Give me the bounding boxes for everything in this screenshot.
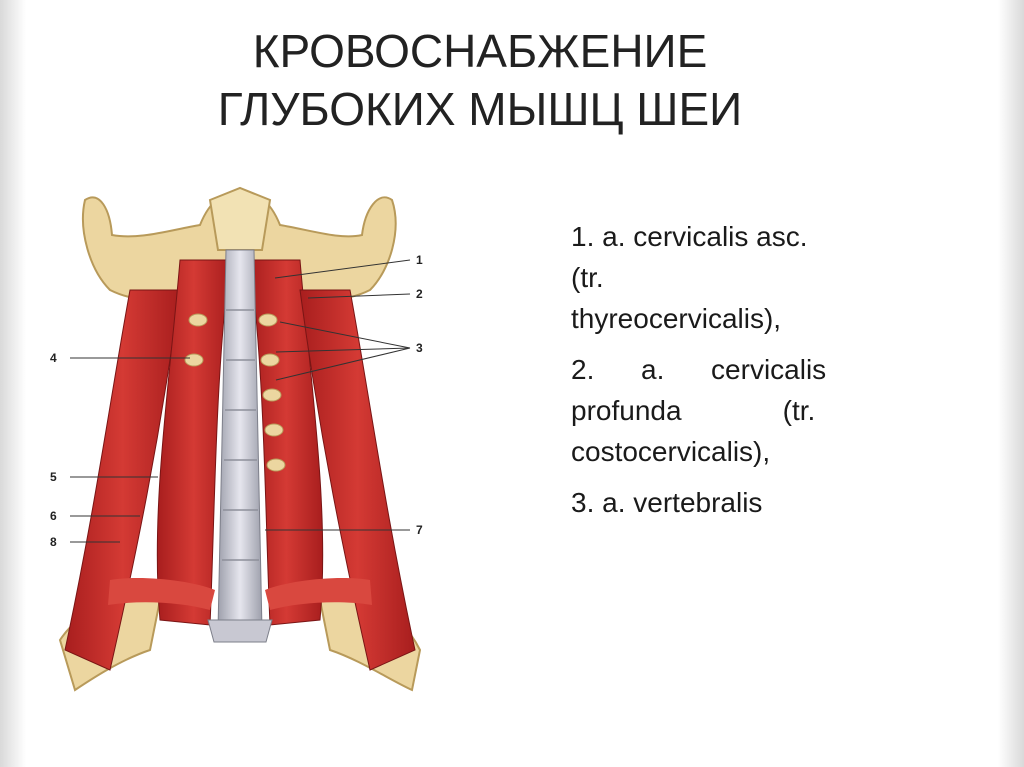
legend-item-1-line-1: 1. a. cervicalis asc. [571, 221, 808, 252]
figure-label-2: 2 [416, 287, 423, 301]
legend-item-2 [571, 349, 916, 472]
neck-muscles-illustration [40, 180, 440, 700]
spine-base [208, 620, 272, 642]
legend-item-1-line-3: thyreocervicalis), [571, 303, 782, 334]
figure-label-4: 4 [50, 351, 57, 365]
occipital-condyle [210, 188, 270, 250]
figure-label-1: 1 [416, 253, 423, 267]
cervical-spine [218, 250, 262, 630]
legend-item-2-line-3: costocervicalis), [571, 436, 771, 467]
title-line-2: ГЛУБОКИХ МЫШЦ ШЕИ [217, 83, 743, 135]
legend-item-1-line-2: (tr. [571, 262, 604, 293]
legend-item-1 [571, 216, 916, 339]
legend-item-3-line-1: 3. a. vertebralis [571, 487, 763, 518]
figure-label-3: 3 [416, 341, 423, 355]
legend-item-3 [571, 482, 916, 523]
page-title [140, 22, 820, 138]
figure-label-6: 6 [50, 509, 57, 523]
legend-item-2-line-1: 2. a. cervicalis [571, 354, 827, 385]
title-line-1: КРОВОСНАБЖЕНИЕ [252, 25, 708, 77]
legend-item-2-line-2: profunda (tr. [571, 395, 816, 426]
figure-label-8: 8 [50, 535, 57, 549]
figure-label-5: 5 [50, 470, 57, 484]
legend-list [571, 216, 916, 533]
slide-right-edge [998, 0, 1024, 767]
slide-left-edge [0, 0, 26, 767]
figure-label-7: 7 [416, 523, 423, 537]
